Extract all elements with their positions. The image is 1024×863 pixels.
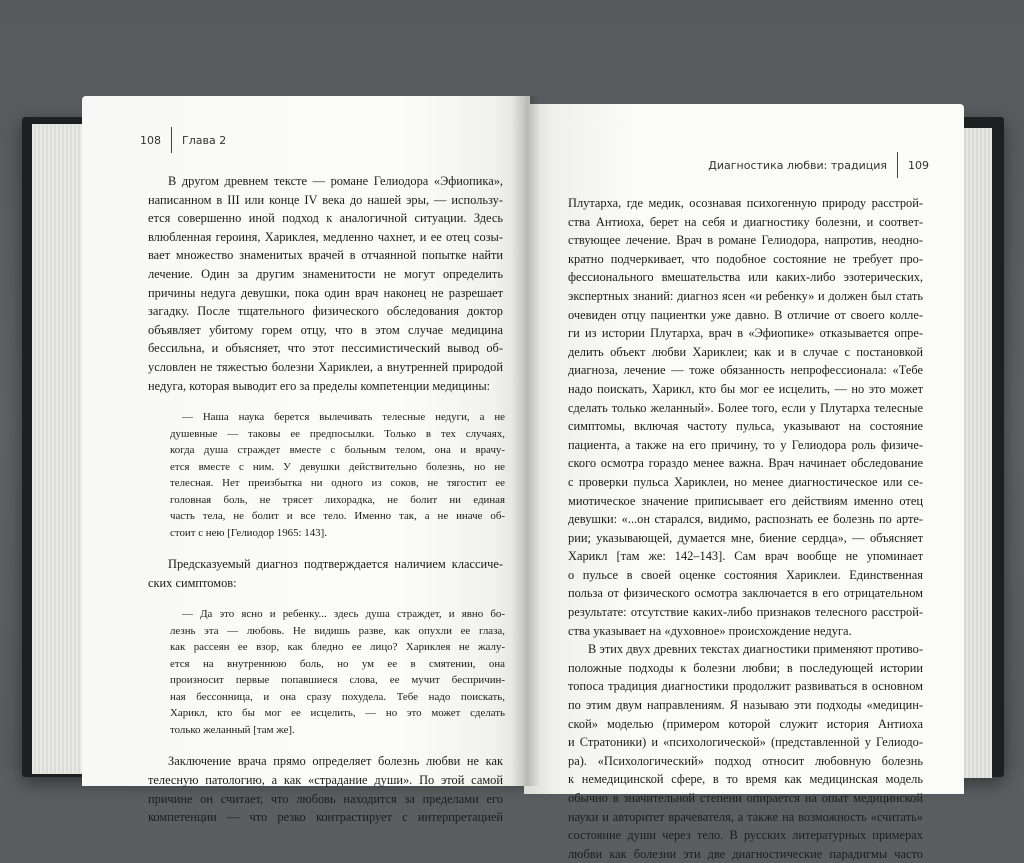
text-line: причине он считает, что любовь находится за пределами его bbox=[148, 791, 503, 806]
text-line: результате: отсутствие каких-либо признаков телесного расстрой- bbox=[568, 605, 923, 620]
text-line: загадку. После тщательного физического обследования доктор bbox=[148, 304, 503, 319]
text-line: ра). «Психологический» подход относит любовную болезнь bbox=[568, 753, 923, 768]
text-line: состояние души через тело. В русских литературных примерах bbox=[568, 828, 923, 843]
text-line: кратно подчеркивает, что подобное состояние не требует про- bbox=[568, 251, 923, 266]
text-line: сделать только желанный». Более того, если у Плутарха телесные bbox=[568, 400, 923, 415]
text-line: телесная. Нет преизбытка ни одного из соков, не тягостит ее bbox=[170, 477, 505, 490]
text-line: В другом древнем тексте — романе Гелиодора «Эфиопика», bbox=[168, 174, 503, 188]
text-line: условлен не тяжестью болезни Хариклеи, а внутренней природой bbox=[148, 359, 503, 374]
text-line: к немедицинской сфере, в то время как медицинская модель bbox=[568, 772, 923, 787]
running-head-divider bbox=[171, 127, 172, 153]
text-line: симптомы, включая частоту пульса, указывают на состояние bbox=[568, 419, 923, 434]
text-line: когда душа страждет вместе с больным телом, она и врачу- bbox=[170, 444, 505, 457]
text-line: надо поискать, Харикл, кто бы мог ее исцелить, — но это может bbox=[568, 381, 923, 396]
book-gutter bbox=[512, 96, 540, 786]
text-line: любви как болезни эти две диагностические парадигмы часто bbox=[568, 846, 923, 861]
text-line: влюбленная героиня, Хариклея, медленно чахнет, и ее отец созы- bbox=[148, 229, 503, 244]
text-line: экспертных знаний: диагноз ясен «и ребенку» и должен был стать bbox=[568, 288, 923, 303]
text-line: произносит первые попавшиеся слова, ее мучит беспричин- bbox=[170, 674, 505, 687]
text-line: ги из истории Плутарха, врач в «Эфиопике» отказывается опре- bbox=[568, 326, 923, 341]
text-line: делить объект любви Хариклеи; как и в случае с постановкой bbox=[568, 344, 923, 359]
text-line: пациента, а также на его причину, то у Гелиодора роль физиче- bbox=[568, 437, 923, 452]
text-line: лечение. Один за другим знаменитости не могут определить bbox=[148, 266, 503, 281]
text-line: обычно в значительной степени опирается на опыт медицинской bbox=[568, 791, 923, 805]
text-line: ется на внутреннюю боль, но ум ее в смятении, она bbox=[170, 657, 505, 670]
text-line: ствующее лечение. Врач в романе Гелиодора, напротив, неодно- bbox=[568, 233, 923, 248]
text-line: В этих двух древних текстах диагностики применяют противо- bbox=[588, 642, 923, 657]
text-line: очевиден отцу пациентки уже давно. В отличие от своего колле- bbox=[568, 307, 923, 322]
running-head-right bbox=[708, 152, 929, 178]
text-line: фессионального вмешательства или каких-либо эзотерических, bbox=[568, 270, 923, 285]
chapter-title: Глава 2 bbox=[182, 133, 227, 147]
text-line: ется совершенно иной подход к аналогичной ситуации. Здесь bbox=[148, 211, 503, 226]
text-line: девушки: «...он старался, видимо, распознать ее болезнь по арте- bbox=[568, 512, 923, 527]
text-line: только желанный [там же]. bbox=[170, 723, 295, 736]
text-line: положные подходы к болезни любви; в последующей истории bbox=[568, 660, 923, 675]
text-line: миотическое значение приписывает его действиям именно отец bbox=[568, 493, 923, 508]
running-head-divider bbox=[897, 152, 898, 178]
text-line: вает множество знаменитых врачей в отчаянной попытке найти bbox=[148, 248, 503, 263]
text-line: Харикл, кто бы мог ее исцелить, — но это может сделать bbox=[170, 707, 505, 720]
text-line: рии; указывающей, думается мне, биение сердца», — объясняет bbox=[568, 530, 923, 545]
text-line: Предсказуемый диагноз подтверждается наличием классиче- bbox=[168, 557, 503, 572]
text-line: по этим двум направлениям. Я называю эти подходы «медицин- bbox=[568, 698, 923, 713]
text-line: о пульсе в своей оценке состояния Хариклеи. Единственная bbox=[568, 567, 923, 582]
chapter-title: Диагностика любви: традиция bbox=[708, 158, 887, 172]
text-line: диагноза, лечение — тоже обязанность непрофессионала: «Тебе bbox=[568, 363, 923, 378]
paragraph bbox=[568, 640, 923, 863]
text-line: ется вместе с ним. У девушки действительно болезнь, но не bbox=[170, 460, 505, 473]
paragraph bbox=[148, 172, 503, 395]
text-line: стоит с нею [Гелиодор 1965: 143]. bbox=[170, 526, 327, 539]
text-line: недуга, которая выводит его за пределы компетенции медицины: bbox=[148, 378, 491, 393]
text-line: душевные — таковы ее предпосылки. Только в тех случаях, bbox=[170, 427, 505, 440]
text-line: ства указывает на «духовное» происхождение недуга. bbox=[568, 623, 852, 638]
text-line: ской» моделью (примером которой служит история Антиоха bbox=[568, 716, 923, 731]
text-line: ная бессонница, и она сразу похудела. Тебе надо поискать, bbox=[170, 690, 505, 703]
page-number: 108 bbox=[140, 133, 161, 147]
page-number: 109 bbox=[908, 158, 929, 172]
text-line: — Да это ясно и ребенку... здесь душа страждет, и явно бо- bbox=[182, 608, 505, 621]
text-line: Харикл [там же: 142–143]. Сам врач вообще не упоминает bbox=[568, 549, 923, 564]
paragraph bbox=[148, 752, 503, 826]
text-line: ских симптомов: bbox=[148, 575, 237, 590]
text-line: компетенции — что резко контрастирует с интерпретацией bbox=[148, 810, 503, 825]
paragraph bbox=[568, 194, 923, 640]
text-line: ства Антиоха, берет на себя и диагностику болезни, и соответ- bbox=[568, 214, 923, 229]
text-line: часть тела, не болит и все тело. Именно так, а не иначе об- bbox=[170, 510, 505, 523]
text-line: Плутарха, где медик, осознавая психогенную природу расстрой- bbox=[568, 196, 923, 210]
text-line: науки и авторитет врачевателя, а также на возможность «считать» bbox=[568, 809, 923, 824]
text-line: топоса традиция диагностики продолжит развиваться в основном bbox=[568, 679, 923, 694]
text-line: написанном в III или конце IV века до нашей эры, — использу- bbox=[148, 192, 503, 207]
right-text-block bbox=[568, 194, 923, 863]
text-line: с проверки пульса Хариклеи, но менее диагностическое или се- bbox=[568, 474, 923, 489]
text-line: и Стратоники) и «психологической» (представленной у Гелиодо- bbox=[568, 735, 923, 750]
running-head-left bbox=[140, 127, 226, 153]
block-quote bbox=[170, 606, 505, 738]
block-quote bbox=[170, 409, 505, 541]
text-line: ского осмотра гораздо менее важна. Врач начинает обследование bbox=[568, 456, 923, 471]
left-text-block bbox=[148, 172, 503, 827]
text-line: как рассеян ее взор, как бледно ее лицо? Хариклея не жалу- bbox=[170, 641, 505, 654]
text-line: причины недуга девушки, пока один врач наконец не разрешает bbox=[148, 285, 503, 300]
text-line: бессильна, и объясняет, что этот пессимистический вывод об- bbox=[148, 341, 503, 356]
left-page bbox=[82, 96, 530, 825]
text-line: объявляет убитому горем отцу, что в этом случае медицина bbox=[148, 322, 503, 337]
text-line: — Наша наука берется вылечивать телесные недуги, а не bbox=[182, 411, 505, 424]
text-line: польза от физического осмотра заключается в его отрицательном bbox=[568, 586, 923, 601]
paragraph bbox=[148, 555, 503, 592]
text-line: лезнь эта — любовь. Не видишь разве, как опухли ее глаза, bbox=[170, 624, 505, 637]
text-line: головная боль, не трясет лихорадка, не болит ни единая bbox=[170, 493, 505, 506]
right-page bbox=[524, 104, 964, 861]
text-line: Заключение врача прямо определяет болезнь любви не как bbox=[168, 754, 503, 769]
text-line: телесную патологию, а как «страдание души». По этой самой bbox=[148, 772, 503, 787]
